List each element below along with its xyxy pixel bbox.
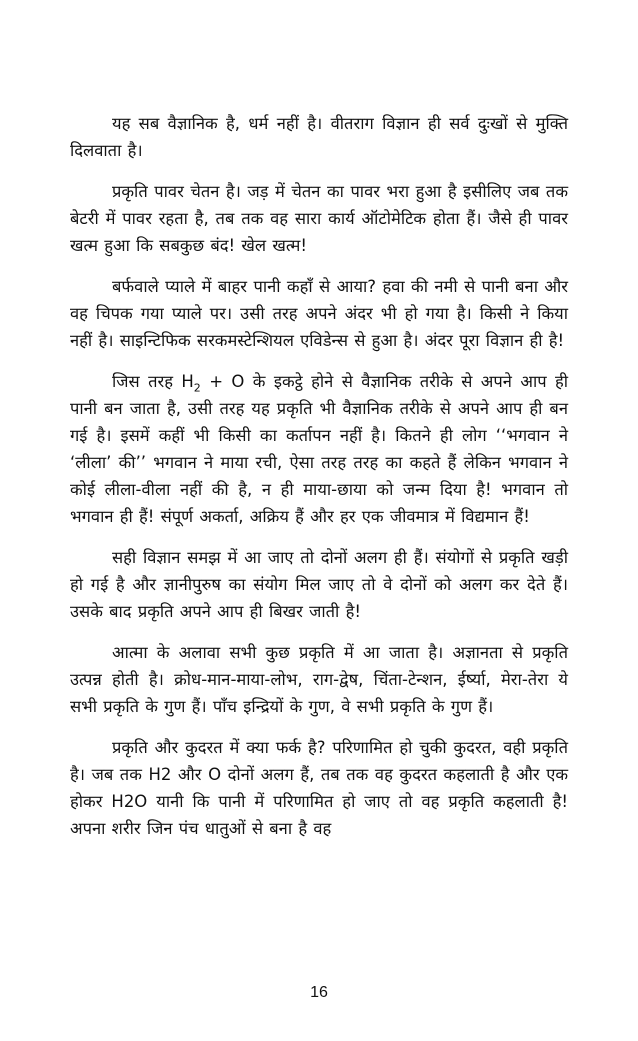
subscript-2: 2: [193, 381, 201, 395]
paragraph-3: बर्फवाले प्याले में बाहर पानी कहाँ से आया? हवा की नमी से पानी बना और वह चिपक गया प्याले पर। उसी तरह अपने अंदर भी हो गया है। किसी ने किया नहीं है। साइन्टिफिक सरकमस्टेन्शियल एविडेन्स से हुआ है। अंदर पूरा विज्ञान ही है!: [70, 277, 568, 350]
paragraph-7: प्रकृति और कुदरत में क्या फर्क है? परिणामित हो चुकी कुदरत, वही प्रकृति है। जब तक H2 और O दोनों अलग हैं, तब तक वह कुदरत कहलाती है और एक होकर H2O यानी कि पानी में परिणामित हो जाए तो वह प्रकृति कहलाती है! अपना शरीर जिन पंच धातुओं से बना है वह: [70, 738, 568, 838]
paragraph-4-rest: + O के इकट्ठे होने से वैज्ञानिक तरीके से अपने आप ही पानी बन जाता है, उसी तरह यह प्रकृति भी वैज्ञानिक तरीके से अपने आप ही बन गई है। इसमें कहीं भी किसी का कर्तापन नहीं है। कितने ही लोग ‘‘भगवान ने ‘लीला’ की’’ भगवान ने माया रची, ऐसा तरह तरह का कहते हैं लेकिन भगवान ने कोई लीला-वीला नहीं की है, न ही माया-छाया को जन्म दिया है! भगवान तो भगवान ही हैं! संपूर्ण अकर्ता, अक्रिय हैं और हर एक जीवमात्र में विद्यमान हैं!: [70, 372, 569, 526]
paragraph-4: [70, 368, 568, 530]
paragraph-1: यह सब वैज्ञानिक है, धर्म नहीं है। वीतराग विज्ञान ही सर्व दुःखों से मुक्ति दिलवाता है।: [70, 114, 568, 160]
paragraph-6: आत्मा के अलावा सभी कुछ प्रकृति में आ जाता है। अज्ञानता से प्रकृति उत्पन्न होती है। क्रोध-मान-माया-लोभ, राग-द्वेष, चिंता-टेन्शन, ईर्ष्या, मेरा-तेरा ये सभी प्रकृति के गुण हैं। पाँच इन्द्रियों के गुण, वे सभी प्रकृति के गुण हैं।: [70, 643, 568, 716]
paragraph-2: प्रकृति पावर चेतन है। जड़ में चेतन का पावर भरा हुआ है इसीलिए जब तक बेटरी में पावर रहता है, तब तक वह सारा कार्य ऑटोमेटिक होता हैं। जैसे ही पावर खत्म हुआ कि सबकुछ बंद! खेल खत्म!: [70, 182, 568, 255]
page-body: [70, 110, 568, 856]
paragraph-5: सही विज्ञान समझ में आ जाए तो दोनों अलग ही हैं। संयोगों से प्रकृति खड़ी हो गई है और ज्ञानीपुरुष का संयोग मिल जाए तो वे दोनों को अलग कर देते हैं। उसके बाद प्रकृति अपने आप ही बिखर जाती है!: [70, 548, 568, 621]
page-number: 16: [310, 984, 328, 1001]
paragraph-4-start: जिस तरह H: [112, 372, 194, 391]
